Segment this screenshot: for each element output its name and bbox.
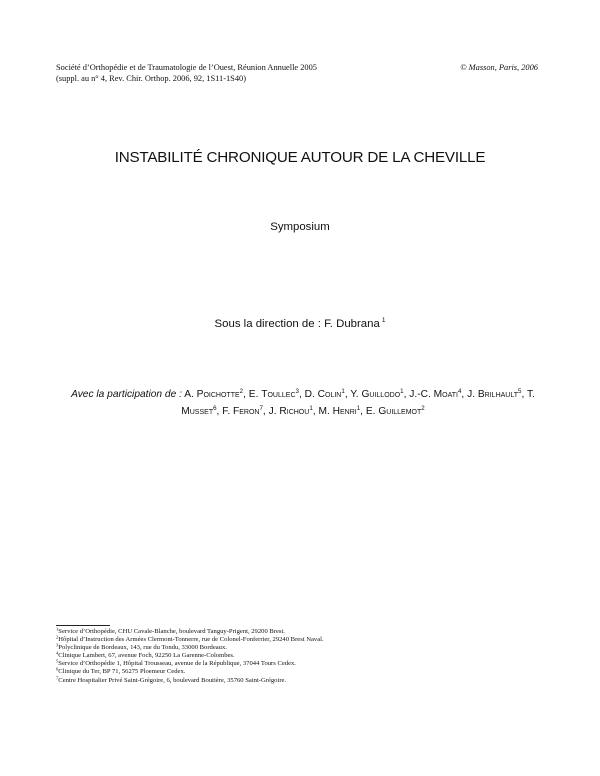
author-initial: J.-C.	[409, 389, 431, 400]
author-footnote-ref: 1	[356, 405, 361, 412]
author-footnote-ref: 6	[213, 405, 217, 412]
footnote-number: 7	[56, 675, 59, 681]
author-name: Guillemot	[378, 406, 422, 417]
copyright-notice: © Masson, Paris, 2006	[460, 63, 538, 72]
author-footnote-ref: 3	[295, 388, 299, 395]
footnote-text: Polyclinique de Bordeaux, 143, rue du Tondu, 33000 Bordeaux.	[58, 644, 227, 652]
footnote-text: Hôpital d’Instruction des Armées Clermont-Tonnerre, rue de Colonel-Fonferrier, 29240 Brest Naval.	[58, 636, 324, 644]
footnote-number: 5	[56, 658, 59, 664]
author: J. Richou$^1$,	[268, 405, 316, 417]
author: D. Colin$^1$,	[304, 388, 348, 400]
author-name: Brilhault	[477, 389, 518, 400]
direction-label: Sous la direction de : F. Dubrana	[214, 318, 380, 330]
author-initial: F.	[222, 406, 231, 417]
footnote	[56, 668, 324, 676]
author-name: Toullec	[261, 389, 296, 400]
author-name: Richou	[279, 406, 310, 417]
author-name: Colin	[317, 389, 342, 400]
footnote-number: 6	[56, 666, 59, 672]
author-footnote-ref: 4	[457, 388, 462, 395]
author: A. Poichotte$^2$,	[184, 388, 246, 400]
author-initial: D.	[304, 389, 315, 400]
author-initial: Y.	[350, 389, 359, 400]
author-initial: E.	[365, 406, 376, 417]
footnote-number: 3	[56, 642, 59, 648]
journal-header-line: (suppl. au n° 4, Rev. Chir. Orthop. 2006, 92, 1S11-1S40)	[56, 74, 246, 83]
footnote	[56, 677, 324, 685]
author-footnote-ref: 1	[341, 388, 345, 395]
author-footnote-ref: 5	[518, 388, 522, 395]
author-footnote-ref: 7	[259, 405, 263, 412]
direction-line	[0, 318, 600, 330]
author-name: Guillodo	[361, 389, 401, 400]
author-initial: E.	[248, 389, 259, 400]
footnotes	[56, 628, 324, 685]
footnote-number: 1	[56, 626, 59, 632]
footnote-text: Service d’Orthopédie, CHU Cavale-Blanche, boulevard Tanguy-Prigent, 29200 Brest.	[58, 628, 285, 635]
footnote-number: 2	[56, 634, 59, 640]
author: J.-C. Moati$^4$,	[409, 388, 465, 400]
author-name: Moati	[433, 389, 458, 400]
journal-header-line: Société d’Orthopédie et de Traumatologie de l’Ouest, Réunion Annuelle 2005	[56, 63, 317, 72]
participation-lead: Avec la participation de :	[71, 389, 182, 400]
author-footnote-ref: 2	[239, 388, 244, 395]
author-name: Musset	[181, 406, 214, 417]
author-list	[181, 389, 535, 417]
author-footnote-ref: 1	[309, 405, 313, 412]
direction-footnote-ref: 1	[381, 317, 386, 324]
author-initial: J.	[467, 389, 476, 400]
footnote-text: Service d’Orthopédie 1, Hôpital Trousseau, avenue de la République, 37044 Tours Cedex.	[58, 660, 296, 668]
journal-header	[56, 62, 317, 84]
footnote-number: 4	[56, 650, 59, 656]
author-footnote-ref: 2	[421, 405, 425, 412]
author-footnote-ref: 1	[400, 388, 404, 395]
author: E. Toullec$^3$,	[248, 388, 302, 400]
author-name: Henri	[332, 406, 357, 417]
footnote-text: Clinique Lambert, 67, avenue Foch, 92250 La Garenne-Colombes.	[58, 652, 235, 660]
author: J. Brilhault$^5$,	[467, 388, 525, 400]
article-title: INSTABILITÉ CHRONIQUE AUTOUR DE LA CHEVILLE	[114, 149, 486, 166]
author: F. Feron$^7$,	[222, 405, 266, 417]
article-subtitle: Symposium	[270, 221, 330, 233]
author-initial: T.	[526, 389, 535, 400]
footnote	[56, 636, 324, 644]
author-initial: M.	[318, 406, 330, 417]
footnote-text: Centre Hospitalier Privé Saint-Grégoire, 6, boulevard Boutière, 35760 Saint-Grégoire.	[58, 676, 287, 684]
author: T. Musset$^6$,	[181, 389, 535, 417]
footnote-text: Clinique du Ter, BP 71, 56275 Ploemeur Cedex.	[58, 668, 186, 676]
author-initial: J.	[268, 406, 277, 417]
author-name: Feron	[233, 406, 260, 417]
author	[363, 406, 425, 417]
author-initial: A.	[184, 389, 194, 400]
author: M. Henri$^1$,	[318, 405, 364, 417]
author: Y. Guillodo$^1$,	[350, 388, 407, 400]
footnote-divider	[56, 625, 110, 626]
participation-block	[58, 386, 548, 420]
footnote	[56, 628, 324, 636]
author-name: Poichotte	[196, 389, 240, 400]
